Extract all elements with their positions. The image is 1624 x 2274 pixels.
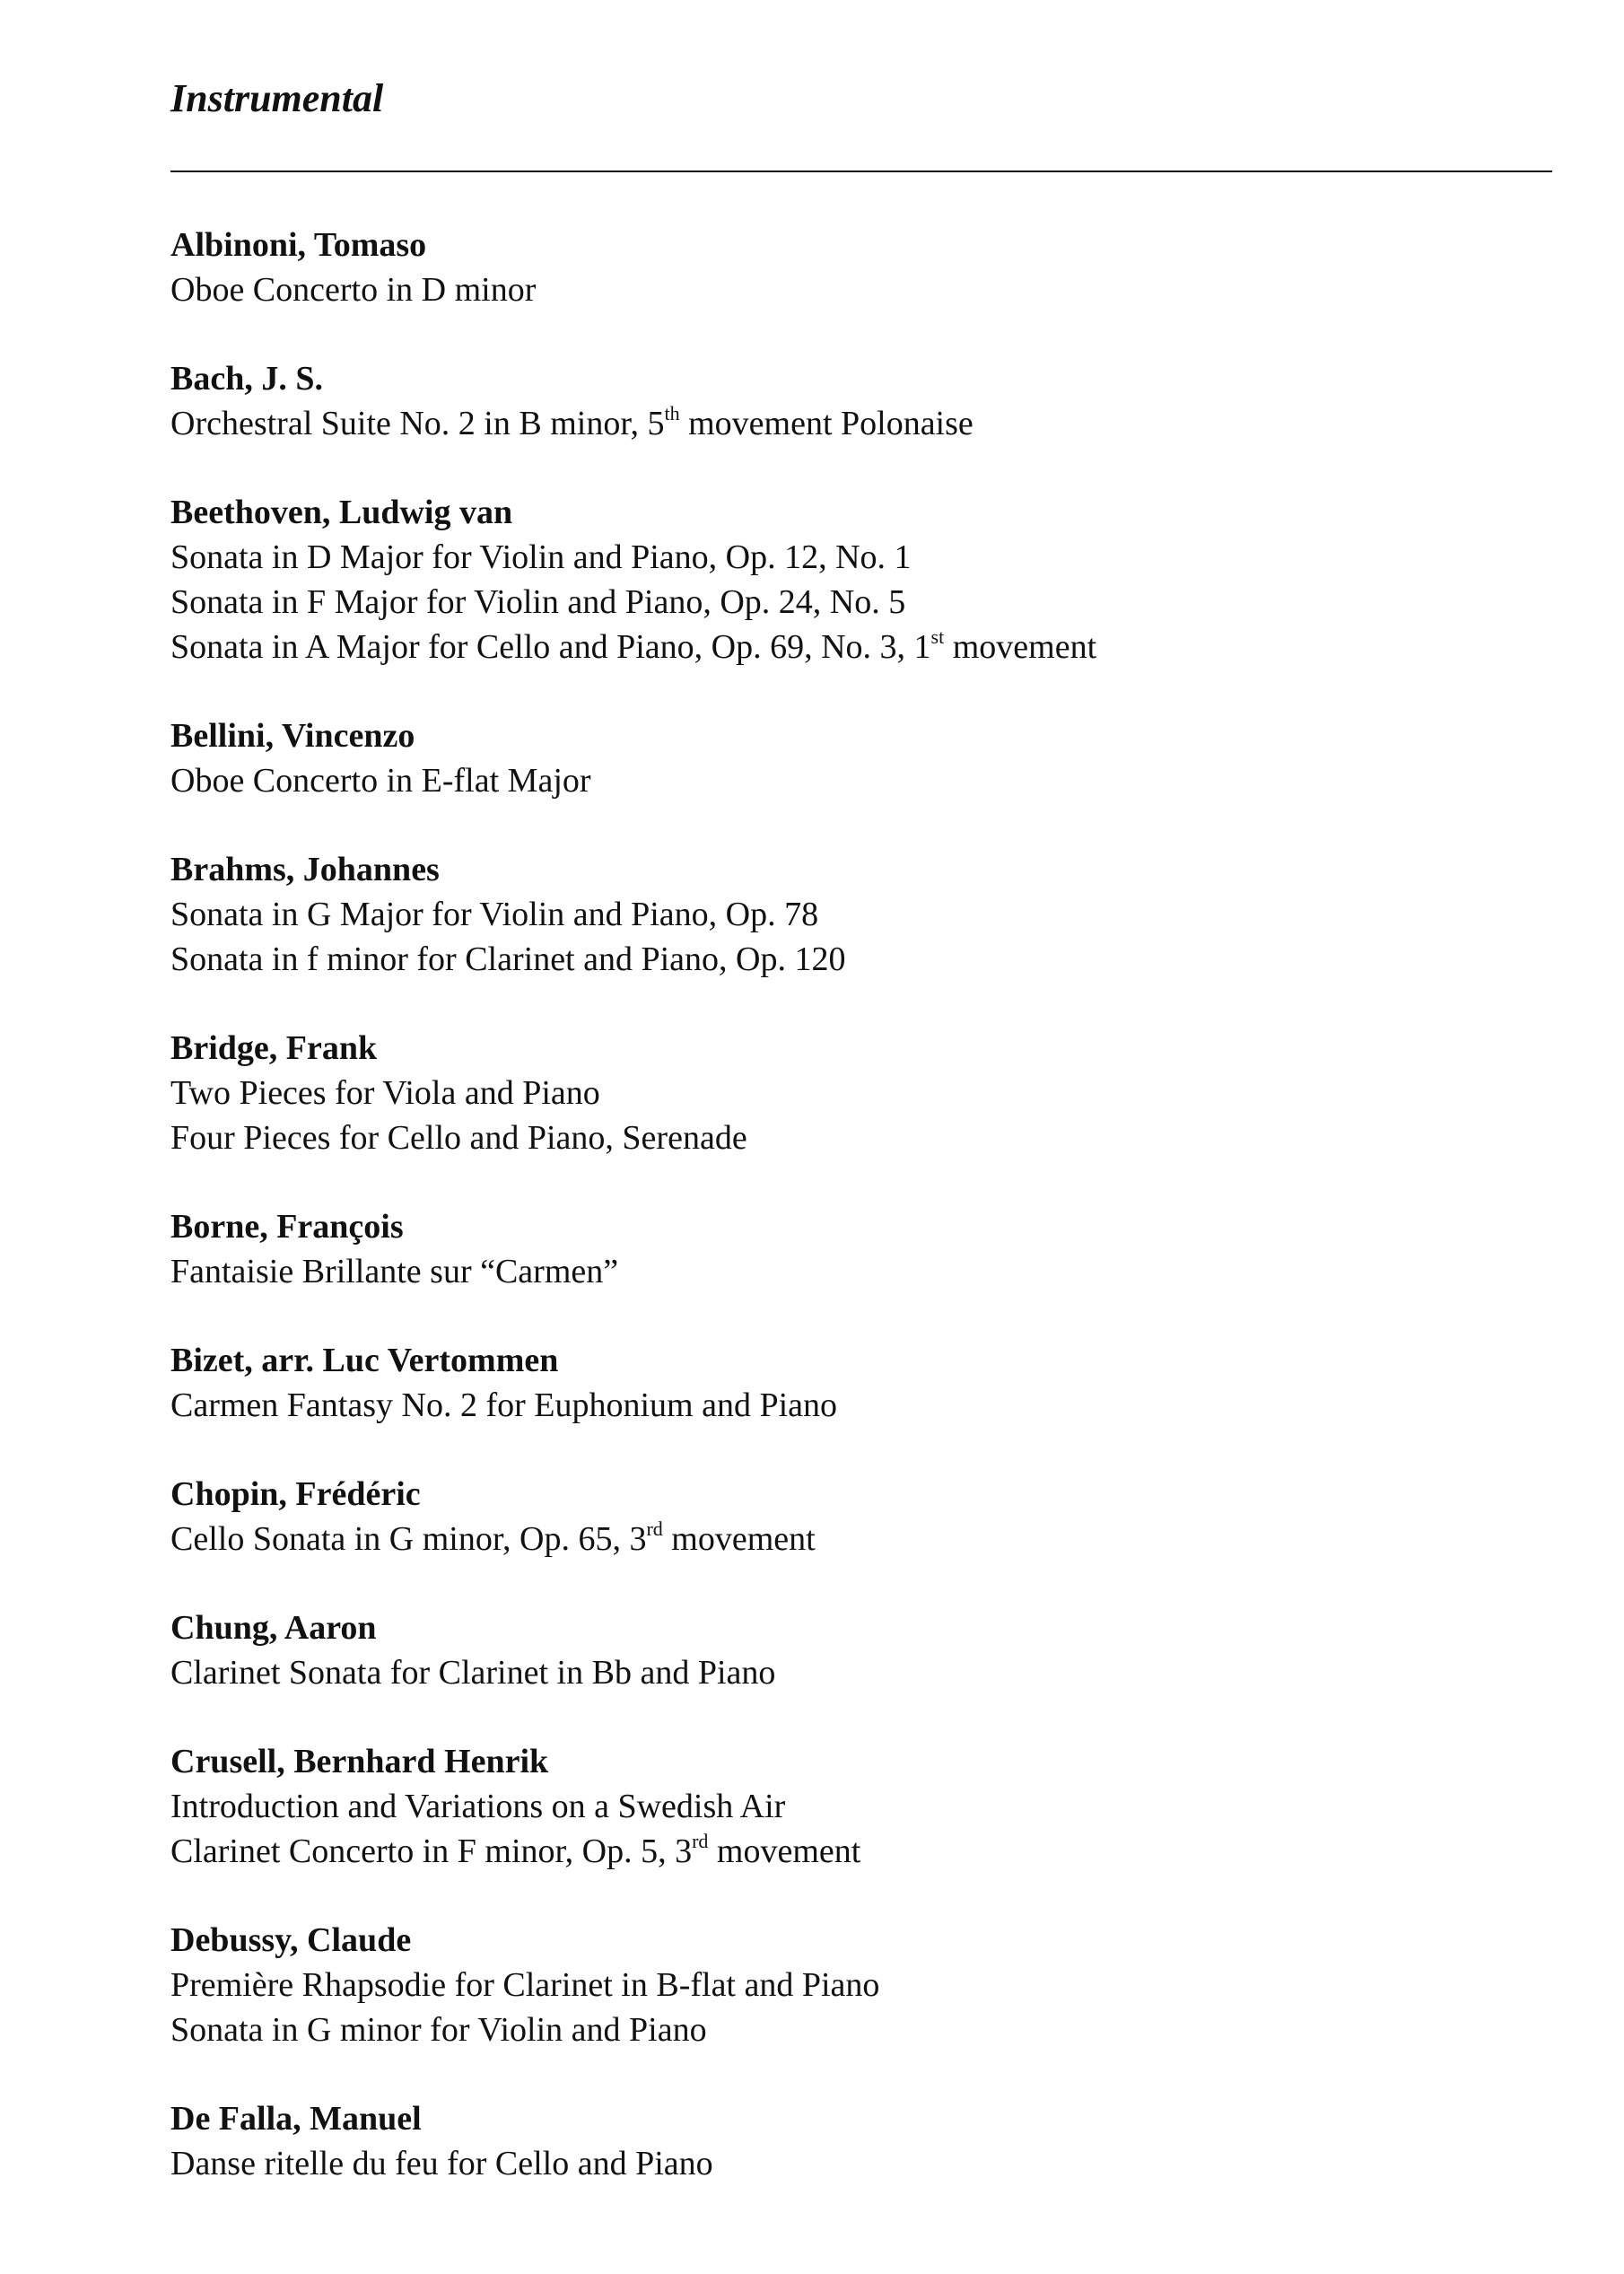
title-underline — [170, 171, 1552, 172]
work-list — [170, 1650, 1552, 1695]
composer-entry-bridge-frank — [170, 1026, 1552, 1160]
composer-entry-bizet-arr-luc-vertommen — [170, 1338, 1552, 1428]
work-title: Sonata in D Major for Violin and Piano, Op. 12, No. 1 — [170, 538, 912, 576]
work-title: Carmen Fantasy No. 2 for Euphonium and Piano — [170, 1386, 838, 1424]
ordinal-suffix: rd — [646, 1517, 663, 1541]
composer-name: Crusell, Bernhard Henrik — [170, 1743, 549, 1780]
composer-name: Debussy, Claude — [170, 1921, 412, 1959]
work-list — [170, 1517, 1552, 1561]
composer-entry-crusell-bernhard-henrik — [170, 1739, 1552, 1874]
work-title: Two Pieces for Viola and Piano — [170, 1074, 600, 1112]
work-title: Sonata in G minor for Violin and Piano — [170, 2011, 707, 2049]
work-title-text: Cello Sonata in G minor, Op. 65, 3 — [170, 1520, 647, 1558]
work-title: Sonata in f minor for Clarinet and Piano, Op. 120 — [170, 940, 846, 978]
composer-entry-albinoni-tomaso — [170, 223, 1552, 312]
work-title — [170, 1829, 1552, 1874]
work-list — [170, 267, 1552, 312]
work-list — [170, 758, 1552, 803]
composer-name: De Falla, Manuel — [170, 2100, 422, 2138]
work-title-text: movement — [944, 628, 1097, 666]
composer-entry-borne-francois — [170, 1204, 1552, 1294]
document-page — [170, 0, 1552, 2274]
composer-name: Bach, J. S. — [170, 360, 323, 398]
work-title-text: movement — [708, 1832, 861, 1870]
work-title-text: Orchestral Suite No. 2 in B minor, 5 — [170, 405, 665, 442]
work-title — [170, 625, 1552, 669]
work-list — [170, 1963, 1552, 2052]
work-title: Clarinet Sonata for Clarinet in Bb and Piano — [170, 1654, 776, 1692]
work-title: Oboe Concerto in D minor — [170, 271, 537, 309]
work-title: Sonata in F Major for Violin and Piano, Op. 24, No. 5 — [170, 583, 906, 621]
work-list — [170, 2141, 1552, 2186]
composer-name: Borne, François — [170, 1208, 404, 1246]
composer-name: Bellini, Vincenzo — [170, 717, 415, 755]
composer-entry-beethoven-ludwig-van — [170, 490, 1552, 669]
composer-name: Brahms, Johannes — [170, 851, 440, 888]
composer-name: Bizet, arr. Luc Vertommen — [170, 1342, 559, 1379]
ordinal-suffix: th — [664, 402, 680, 425]
composer-entry-chung-aaron — [170, 1605, 1552, 1695]
work-title: Danse ritelle du feu for Cello and Piano — [170, 2145, 713, 2182]
work-title: Fantaisie Brillante sur “Carmen” — [170, 1253, 619, 1290]
work-list — [170, 1249, 1552, 1294]
work-title-text: Clarinet Concerto in F minor, Op. 5, 3 — [170, 1832, 693, 1870]
work-title: Four Pieces for Cello and Piano, Serenade — [170, 1119, 747, 1157]
work-title-text: Sonata in A Major for Cello and Piano, Op. 69, No. 3, 1 — [170, 628, 931, 666]
work-title: Première Rhapsodie for Clarinet in B-flat and Piano — [170, 1966, 880, 2004]
work-title-text: movement Polonaise — [679, 405, 974, 442]
composer-entry-bach-j-s — [170, 356, 1552, 446]
composer-entry-brahms-johannes — [170, 847, 1552, 982]
composer-entry-bellini-vincenzo — [170, 713, 1552, 803]
ordinal-suffix: st — [930, 625, 945, 649]
work-list — [170, 892, 1552, 982]
work-list — [170, 1784, 1552, 1874]
work-title: Oboe Concerto in E-flat Major — [170, 762, 591, 800]
work-title: Sonata in G Major for Violin and Piano, Op. 78 — [170, 896, 819, 933]
composer-name: Albinoni, Tomaso — [170, 226, 427, 264]
composer-list — [170, 223, 1552, 2230]
work-list — [170, 1071, 1552, 1160]
work-list — [170, 535, 1552, 669]
work-list — [170, 401, 1552, 446]
work-title: Introduction and Variations on a Swedish Air — [170, 1788, 786, 1825]
work-title — [170, 401, 1552, 446]
work-title — [170, 1517, 1552, 1561]
section-title: Instrumental — [170, 76, 384, 120]
composer-name: Chung, Aaron — [170, 1609, 377, 1647]
composer-name: Beethoven, Ludwig van — [170, 494, 513, 531]
ordinal-suffix: rd — [692, 1830, 709, 1853]
composer-entry-de-falla-manuel — [170, 2096, 1552, 2186]
composer-entry-chopin-frederic — [170, 1472, 1552, 1561]
work-title-text: movement — [662, 1520, 816, 1558]
work-list — [170, 1383, 1552, 1428]
composer-entry-debussy-claude — [170, 1918, 1552, 2052]
composer-name: Chopin, Frédéric — [170, 1475, 421, 1513]
composer-name: Bridge, Frank — [170, 1029, 378, 1067]
